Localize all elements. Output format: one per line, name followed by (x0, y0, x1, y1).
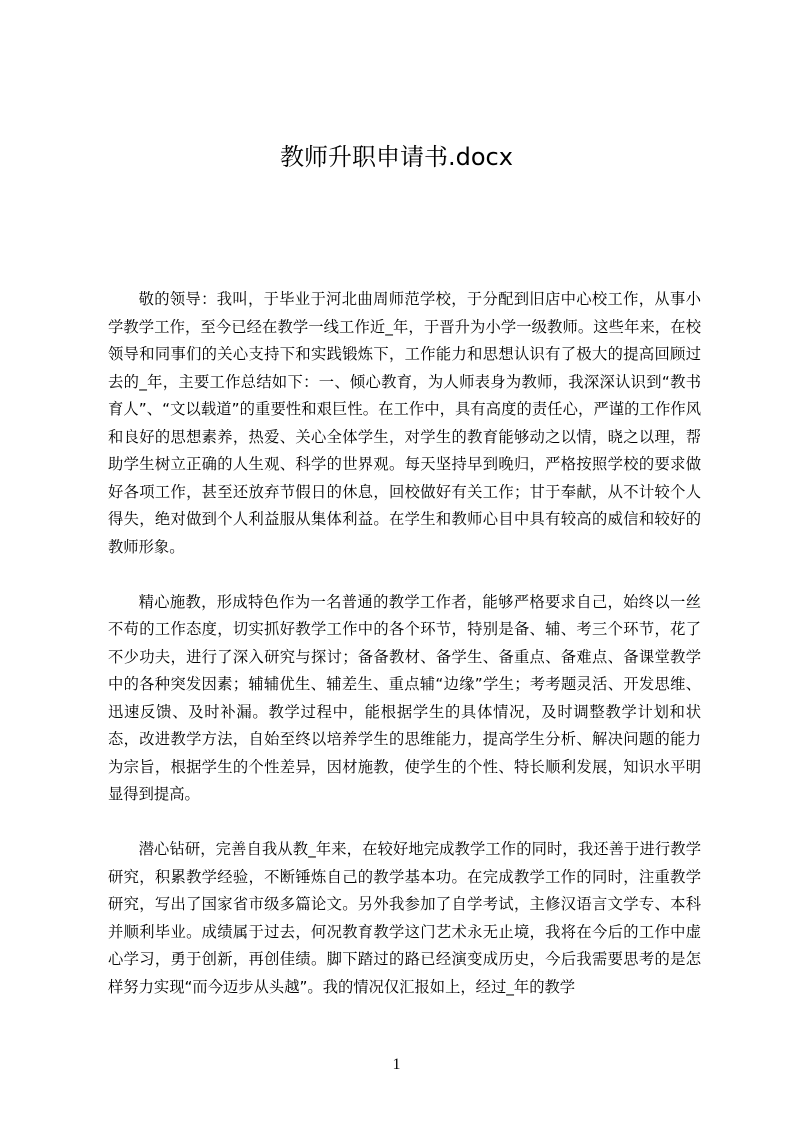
page-number: 1 (392, 1056, 401, 1073)
document-title: 教师升职申请书.docx (280, 143, 513, 171)
paragraph-3: 潜心钻研，完善自我从教_年来，在较好地完成教学工作的同时，我还善于进行教学研究，积累教学经验，不断锤炼自己的教学基本功。在完成教学工作的同时，注重教学研究，写出了国家省市级多篇论文。另外我参加了自学考试，主修汉语言文学专、本科并顺利毕业。成绩属于过去，何况教育教学这门艺术永无止境，我将在今后的工作中虚心学习，勇于创新，再创佳绩。脚下踏过的路已经演变成历史，今后我需要思考的是怎样努力实现“而今迈步从头越”。我的情况仅汇报如上，经过_年的教学 (108, 840, 701, 996)
document-body (108, 286, 701, 1029)
paragraph-2: 精心施教，形成特色作为一名普通的教学工作者，能够严格要求自己，始终以一丝不苟的工作态度，切实抓好教学工作中的各个环节，特别是备、辅、考三个环节，花了不少功夫，进行了深入研究与探讨；备备教材、备学生、备重点、备难点、备课堂教学中的各种突发因素；辅辅优生、辅差生、重点辅“边缘”学生；考考题灵活、开发思维、迅速反馈、及时补漏。教学过程中，能根据学生的具体情况，及时调整教学计划和状态，改进教学方法，自始至终以培养学生的思维能力，提高学生分析、解决问题的能力为宗旨，根据学生的个性差异，因材施教，使学生的个性、特长顺利发展，知识水平明显得到提高。 (108, 592, 701, 803)
paragraph-1: 敬的领导：我叫，于毕业于河北曲周师范学校，于分配到旧店中心校工作，从事小学教学工作，至今已经在教学一线工作近_年，于晋升为小学一级教师。这些年来，在校领导和同事们的关心支持下和实践锻炼下，工作能力和思想认识有了极大的提高回顾过去的_年，主要工作总结如下：一、倾心教育，为人师表身为教师，我深深认识到“教书育人”、“文以载道”的重要性和艰巨性。在工作中，具有高度的责任心，严谨的工作作风和良好的思想素养，热爱、关心全体学生，对学生的教育能够动之以情，晓之以理，帮助学生树立正确的人生观、科学的世界观。每天坚持早到晚归，严格按照学校的要求做好各项工作，甚至还放弃节假日的休息，回校做好有关工作；甘于奉献，从不计较个人得失，绝对做到个人利益服从集体利益。在学生和教师心目中具有较高的威信和较好的教师形象。 (108, 290, 701, 556)
